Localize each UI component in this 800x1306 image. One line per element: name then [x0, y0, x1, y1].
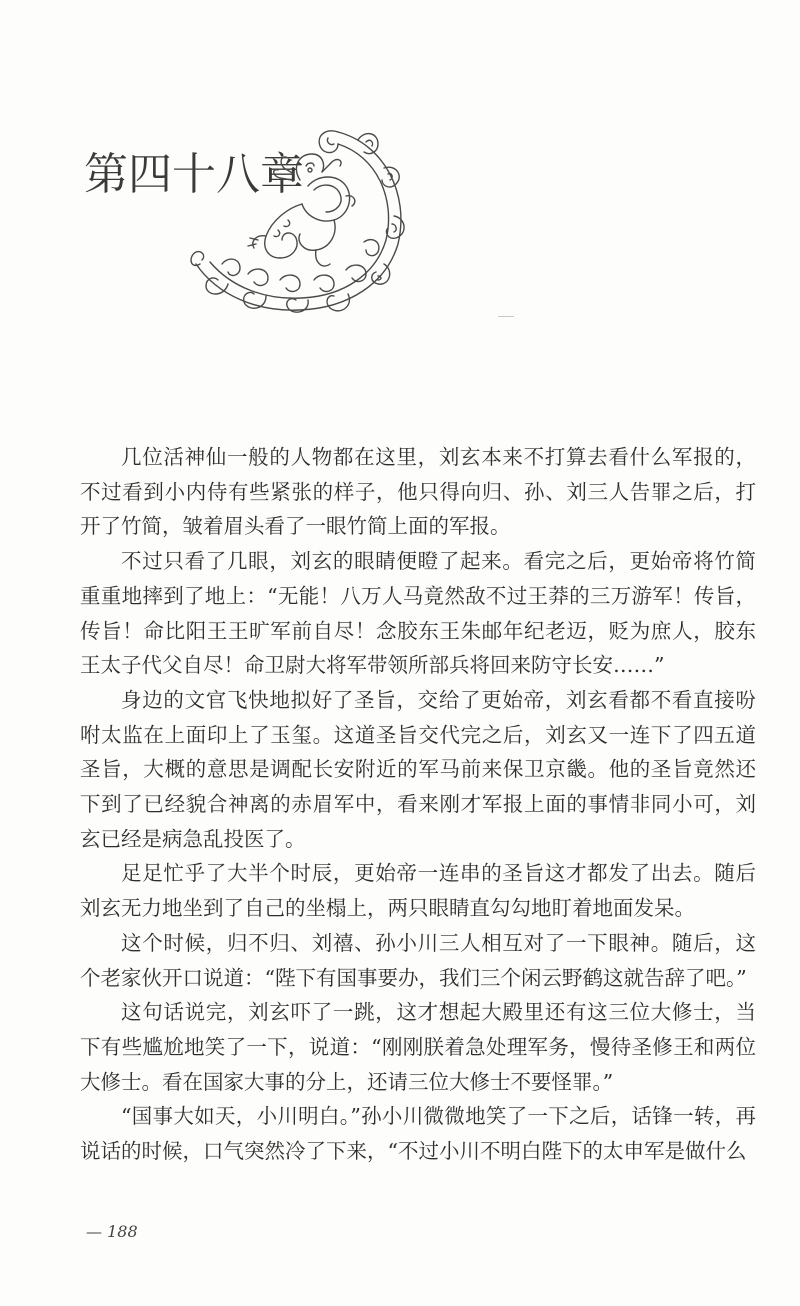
paragraph: 足足忙乎了大半个时辰，更始帝一连串的圣旨这才都发了出去。随后刘玄无力地坐到了自己的坐榻上，两只眼睛直勾勾地盯着地面发呆。: [80, 861, 756, 921]
scan-mark: [498, 316, 514, 317]
paragraph: 这句话说完，刘玄吓了一跳，这才想起大殿里还有这三位大修士，当下有些尴尬地笑了一下，说道：“刚刚朕着急处理军务，慢待圣修王和两位大修士。看在国家大事的分上，还请三位大修士不要怪罪。”: [80, 1000, 756, 1094]
chapter-body: [80, 440, 756, 1169]
cloud-dragon-ornament: [188, 124, 410, 316]
page-number: — 188: [86, 1222, 138, 1241]
chapter-title: 第四十八章: [84, 149, 304, 200]
paragraph: 几位活神仙一般的人物都在这里，刘玄本来不打算去看什么军报的，不过看到小内侍有些紧张的样子，他只得向归、孙、刘三人告罪之后，打开了竹简，皱着眉头看了一眼竹简上面的军报。: [80, 445, 756, 539]
paragraph: 这个时候，归不归、刘禧、孙小川三人相互对了一下眼神。随后，这个老家伙开口说道：“陛下有国事要办，我们三个闲云野鹤这就告辞了吧。”: [80, 930, 756, 990]
paragraph: “国事大如天，小川明白。”孙小川微微地笑了一下之后，话锋一转，再说话的时候，口气突然冷了下来，“不过小川不明白陛下的太申军是做什么: [80, 1104, 756, 1164]
paragraph: 不过只看了几眼，刘玄的眼睛便瞪了起来。看完之后，更始帝将竹简重重地摔到了地上：“无能！八万人马竟然敌不过王莽的三万游军！传旨，传旨！命比阳王王旷军前自尽！念胶东王朱邮年纪老迈，贬为庶人，胶东王太子代父自尽！命卫尉大将军带领所部兵将回来防守长安……”: [80, 549, 756, 678]
paragraph: 身边的文官飞快地拟好了圣旨，交给了更始帝，刘玄看都不看直接吩咐太监在上面印上了玉玺。这道圣旨交代完之后，刘玄又一连下了四五道圣旨，大概的意思是调配长安附近的军马前来保卫京畿。他的圣旨竟然还下到了已经貌合神离的赤眉军中，看来刚才军报上面的事情非同小可，刘玄已经是病急乱投医了。: [80, 687, 756, 851]
